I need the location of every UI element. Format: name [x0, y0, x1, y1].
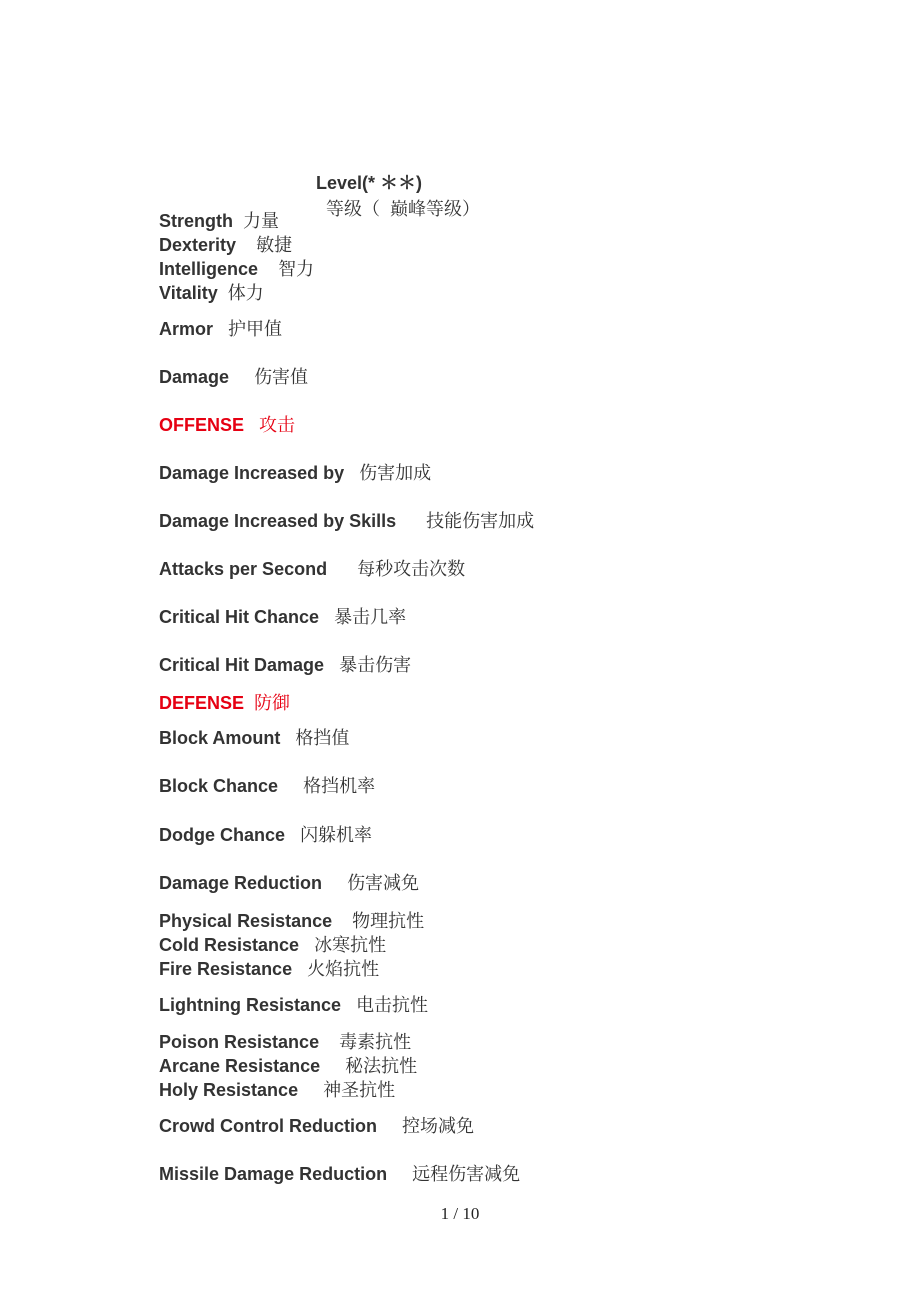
- section-heading-english: OFFENSE: [159, 415, 245, 435]
- term-chinese: 暴击几率: [334, 607, 407, 627]
- term-chinese: 敏捷: [256, 235, 293, 255]
- term-english: Fire Resistance: [159, 959, 293, 979]
- page-title: [296, 148, 480, 242]
- term-english: Dodge Chance: [159, 825, 286, 845]
- page-number: 1 / 10: [440, 1204, 480, 1223]
- term-chinese: 体力: [227, 283, 264, 303]
- term-english: Armor: [159, 319, 214, 339]
- term-english: Damage: [159, 367, 230, 387]
- term-english: Critical Hit Chance: [159, 607, 320, 627]
- term-chinese: 格挡机率: [303, 776, 376, 796]
- term-chinese: 技能伤害加成: [426, 511, 535, 531]
- term-english: Intelligence: [159, 259, 259, 279]
- title-chinese: 等级（ 巅峰等级）: [326, 199, 481, 219]
- term-chinese: 毒素抗性: [339, 1032, 412, 1052]
- term-chinese: 远程伤害减免: [412, 1164, 521, 1184]
- term-chinese: 伤害减免: [347, 873, 420, 893]
- defense-row-missile-damage-reduction: [139, 1138, 520, 1210]
- term-chinese: 火焰抗性: [307, 959, 380, 979]
- term-english: Arcane Resistance: [159, 1056, 321, 1076]
- section-heading-chinese: 防御: [254, 693, 291, 713]
- term-chinese: 智力: [278, 259, 315, 279]
- term-chinese: 力量: [243, 211, 280, 231]
- section-heading-english: DEFENSE: [159, 693, 245, 713]
- term-english: Cold Resistance: [159, 935, 300, 955]
- section-heading-chinese: 攻击: [259, 415, 296, 435]
- term-english: Lightning Resistance: [159, 995, 342, 1015]
- title-english: Level(* ＊＊): [316, 173, 423, 193]
- term-english: Missile Damage Reduction: [159, 1164, 388, 1184]
- term-english: Vitality: [159, 283, 218, 303]
- term-chinese: 秘法抗性: [345, 1056, 418, 1076]
- term-english: Physical Resistance: [159, 911, 333, 931]
- term-chinese: 物理抗性: [352, 911, 425, 931]
- term-chinese: 暴击伤害: [339, 655, 412, 675]
- term-english: Holy Resistance: [159, 1080, 299, 1100]
- term-chinese: 每秒攻击次数: [357, 559, 466, 579]
- term-chinese: 护甲值: [228, 319, 283, 339]
- term-english: Poison Resistance: [159, 1032, 320, 1052]
- term-english: Critical Hit Damage: [159, 655, 325, 675]
- term-english: Block Amount: [159, 728, 281, 748]
- term-english: Crowd Control Reduction: [159, 1116, 377, 1136]
- term-english: Attacks per Second: [159, 559, 328, 579]
- term-chinese: 闪躲机率: [300, 825, 373, 845]
- term-chinese: 神圣抗性: [323, 1080, 396, 1100]
- term-english: Dexterity: [159, 235, 237, 255]
- term-chinese: 伤害加成: [359, 463, 432, 483]
- term-chinese: 电击抗性: [356, 995, 429, 1015]
- term-english: Strength: [159, 211, 234, 231]
- term-english: Damage Increased by: [159, 463, 345, 483]
- term-chinese: 冰寒抗性: [314, 935, 387, 955]
- term-chinese: 伤害值: [254, 367, 309, 387]
- term-chinese: 控场减免: [402, 1116, 475, 1136]
- term-english: Damage Increased by Skills: [159, 511, 397, 531]
- term-chinese: 格挡值: [295, 728, 350, 748]
- term-english: Block Chance: [159, 776, 279, 796]
- term-english: Damage Reduction: [159, 873, 323, 893]
